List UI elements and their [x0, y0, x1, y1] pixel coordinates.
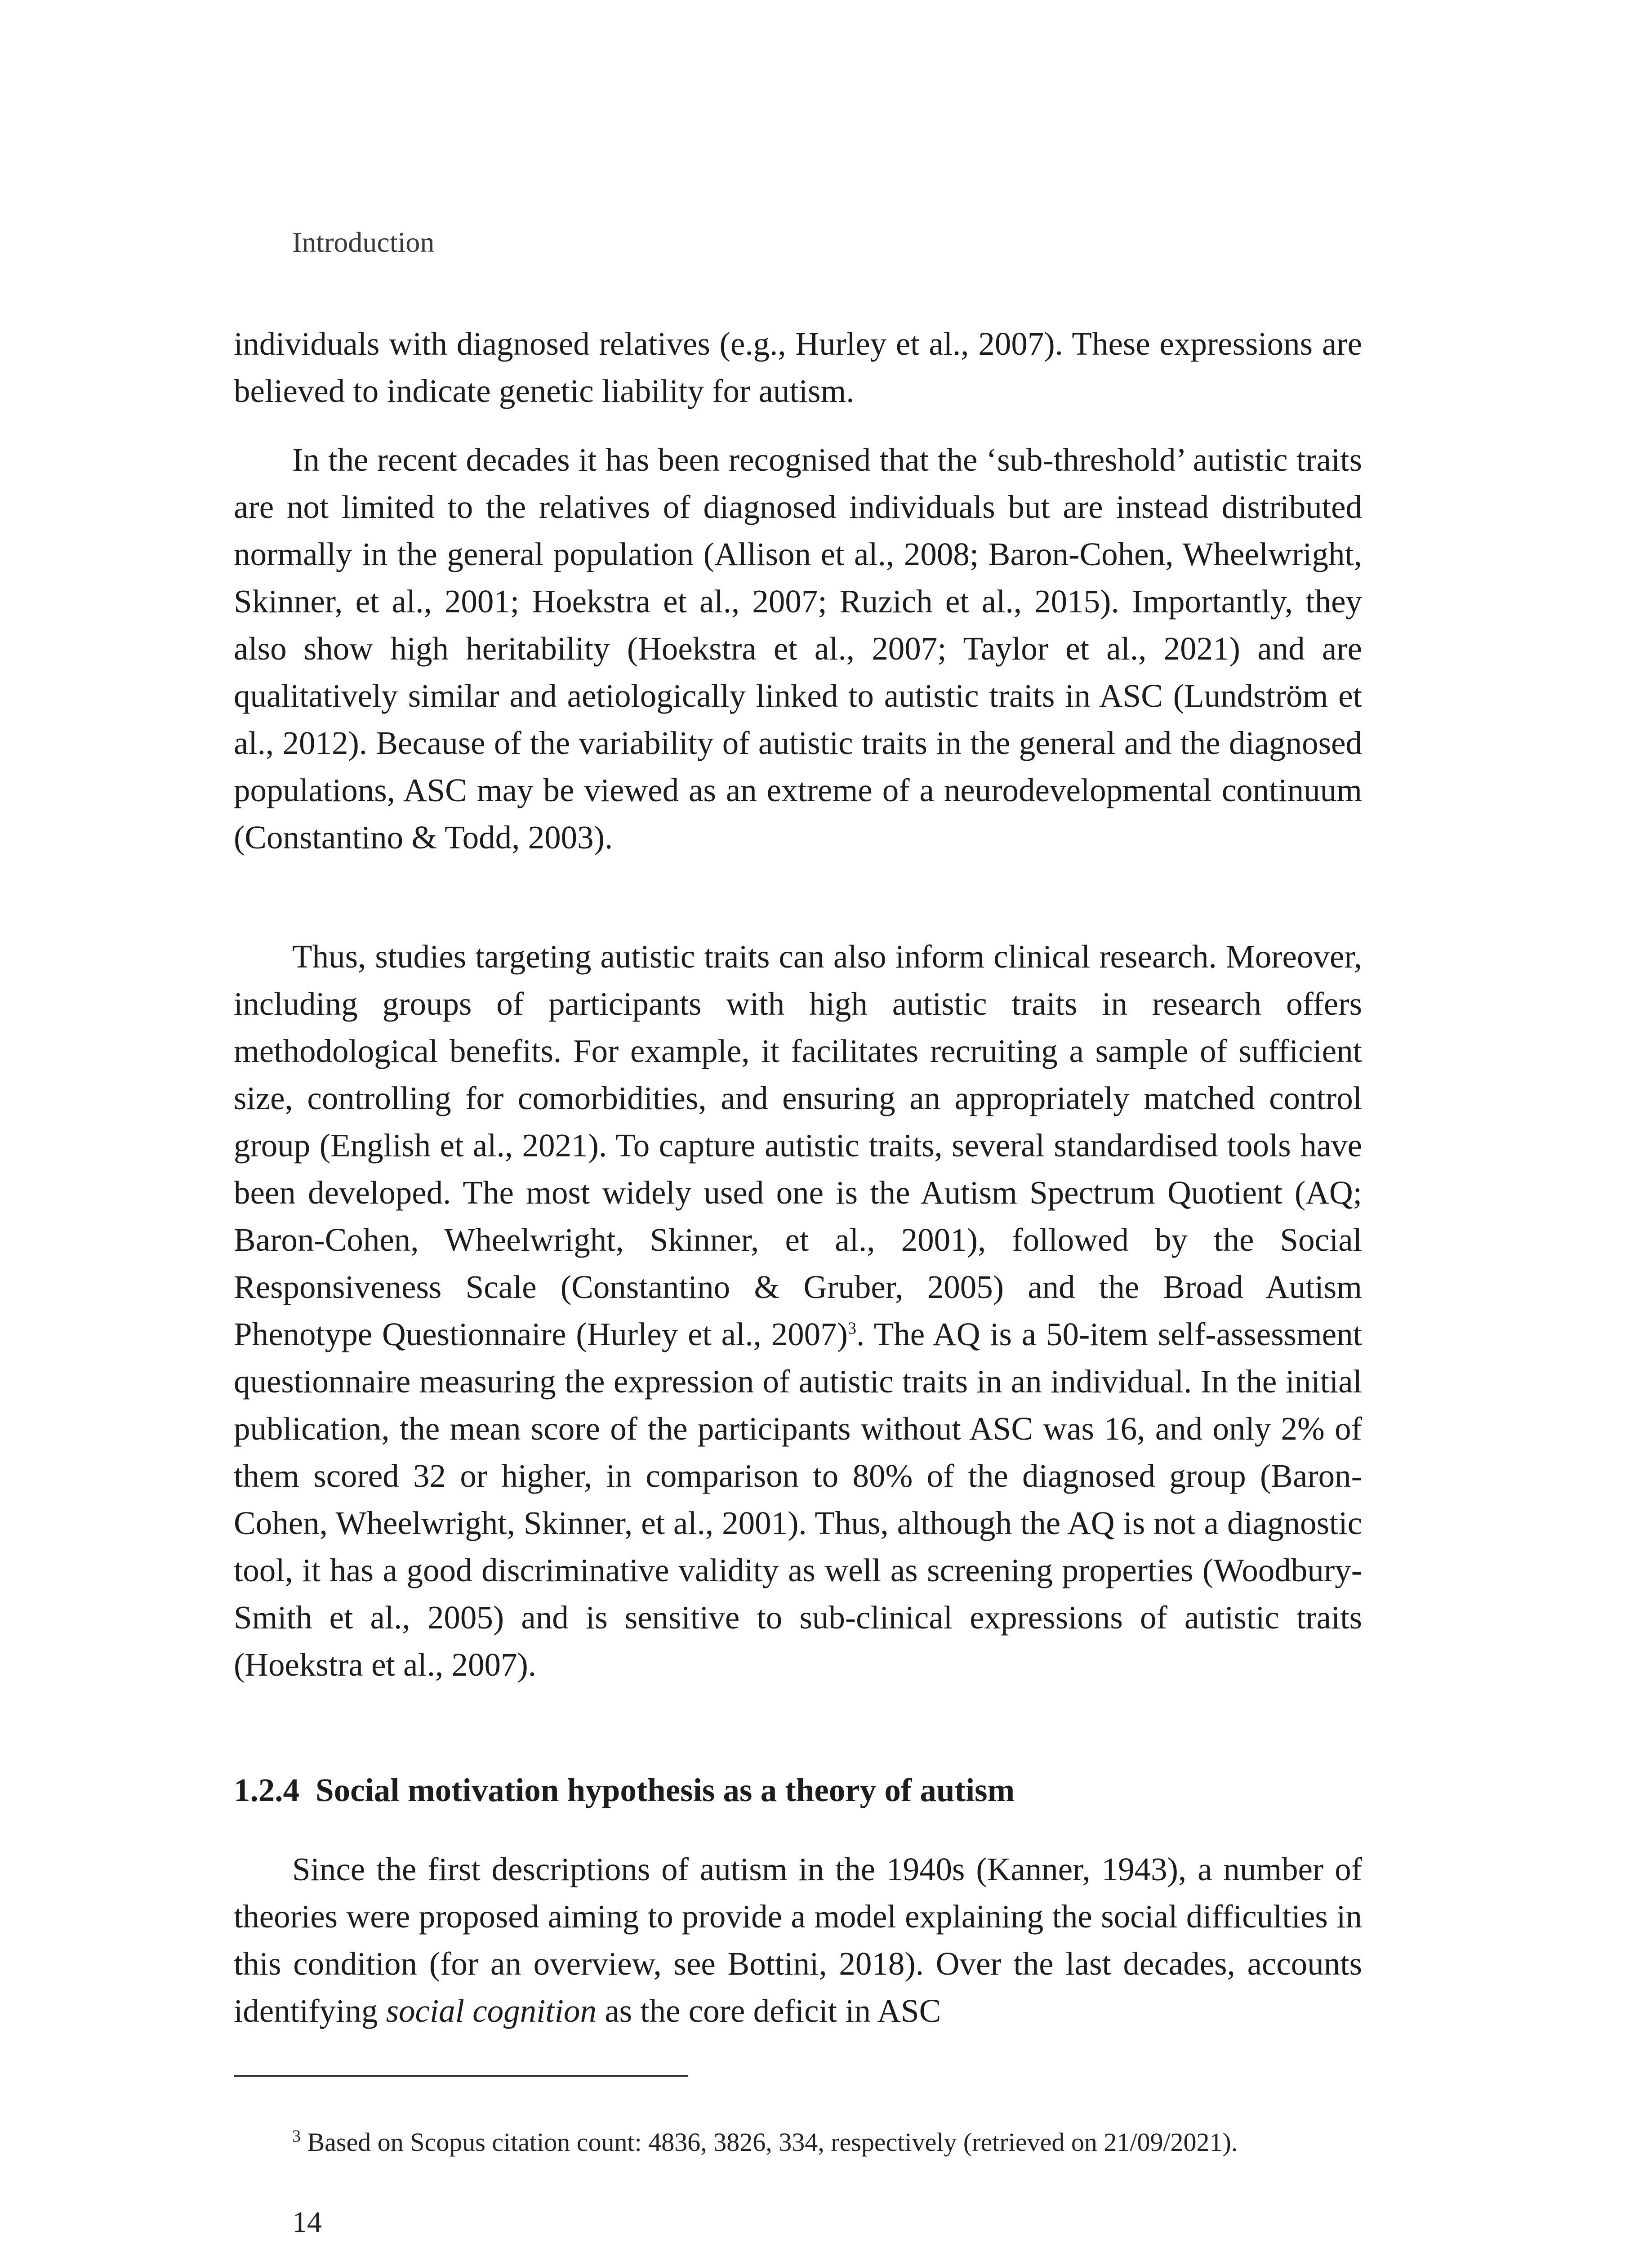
emphasis-term: social cognition: [386, 1993, 597, 2029]
paragraph-text: individuals with diagnosed relatives (e.g., Hurley et al., 2007). These expressions are believed to indicate genetic liability for autism.: [234, 326, 1362, 409]
paragraph-social-motivation-intro: [234, 1846, 1362, 2034]
running-head: Introduction: [292, 226, 435, 258]
footnote-marker: 3: [292, 2127, 301, 2146]
paragraph-continuation: [234, 320, 1362, 415]
paragraph-text-part: . The AQ is a 50-item self-assessment questionnaire measuring the expression of autistic traits in an individual. In the initial publication, the mean score of the participants without ASC was 16, and only 2% of them scored 32 or higher, in comparison to 80% of the diagnosed group (Baron-Cohen, Wheelwright, Skinner, et al., 2001). Thus, although the AQ is not a diagnostic tool, it has a good discriminative validity as well as screening properties (Woodbury-Smith et al., 2005) and is sensitive to sub-clinical expressions of autistic traits (Hoekstra et al., 2007).: [234, 1316, 1362, 1683]
section-title: Social motivation hypothesis as a theory of autism: [316, 1772, 1015, 1808]
paragraph-text: [234, 1846, 1362, 2034]
section-heading: [234, 1771, 1015, 1809]
paragraph-text-part: as the core deficit in ASC: [596, 1993, 941, 2029]
paragraph-text-part: Thus, studies targeting autistic traits can also inform clinical research. Moreover, including groups of participants with high autistic traits in research offers methodological benefits. For example, it facilitates recruiting a sample of sufficient size, controlling for comorbidities, and ensuring an appropriately matched control group (English et al., 2021). To capture autistic traits, several standardised tools have been developed. The most widely used one is the Autism Spectrum Quotient (AQ; Baron-Cohen, Wheelwright, Skinner, et al., 2001), followed by the Social Responsiveness Scale (Constantino & Gruber, 2005) and the Broad Autism Phenotype Questionnaire (Hurley et al., 2007): [234, 938, 1362, 1352]
footnote: [292, 2127, 1238, 2158]
paragraph-text-part: Since the first descriptions of autism in the 1940s (Kanner, 1943), a number of theories were proposed aiming to provide a model explaining the social difficulties in this condition (for an overview, see Bottini, 2018). Over the last decades, accounts identifying: [234, 1851, 1362, 2029]
paragraph-text: [234, 933, 1362, 1688]
paragraph-autistic-traits-distribution: [234, 436, 1362, 861]
footnote-reference[interactable]: 3: [847, 1319, 856, 1338]
footnote-text: Based on Scopus citation count: 4836, 3826, 334, respectively (retrieved on 21/09/2021).: [301, 2128, 1238, 2157]
paragraph-text: In the recent decades it has been recognised that the ‘sub-threshold’ autistic traits are not limited to the relatives of diagnosed individuals but are instead distributed normally in the general population (Allison et al., 2008; Baron-Cohen, Wheelwright, Skinner, et al., 2001; Hoekstra et al., 2007; Ruzich et al., 2015). Importantly, they also show high heritability (Hoekstra et al., 2007; Taylor et al., 2021) and are qualitatively similar and aetiologically linked to autistic traits in ASC (Lundström et al., 2012). Because of the variability of autistic traits in the general and the diagnosed populations, ASC may be viewed as an extreme of a neurodevelopmental continuum (Constantino & Todd, 2003).: [234, 442, 1362, 856]
section-number: 1.2.4: [234, 1772, 299, 1808]
page-number: 14: [292, 2206, 322, 2239]
paragraph-autistic-traits-tools: [234, 933, 1362, 1688]
footnote-separator: [234, 2075, 688, 2077]
